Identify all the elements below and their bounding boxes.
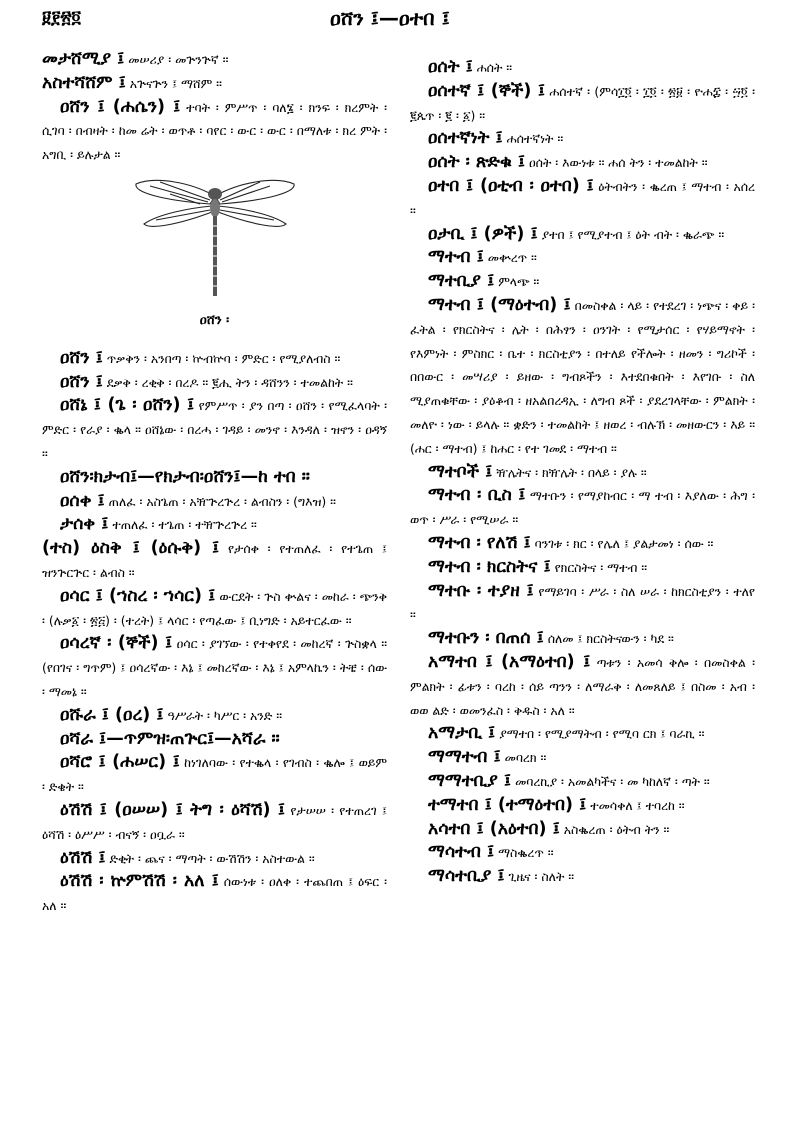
dictionary-entry: ማተብ ፡ ክርስትና ፤ የክርስትና ፡ ማተብ ። — [428, 556, 648, 577]
figure-caption: ዐሸን ፡ — [199, 312, 230, 328]
dictionary-entry: ዐተበ ፤ (ዐቲብ ፡ ዐተበ) ፤ ዕትብትን ፡ ቈረጠ ፤ ማተብ ፡ አሰረ ። — [410, 175, 756, 218]
dictionary-entry: ማተቡን ፡ በጠሰ ፤ ሰለመ ፤ ክርስትናውን ፡ ካደ ። — [428, 628, 674, 649]
dictionary-entry: ማተብ ፡ ቢስ ፤ ማተቡን ፡ የማያከብር ፡ ማ ተብ ፡ እያለው ፡ ሕግ ፡ ወጥ ፡ ሥራ ፡ የሚሠራ ። — [410, 485, 755, 528]
dictionary-entry: ዐሹራ ፤ (ዐረ) ፤ ዓሥራት ፡ ካሥር ፡ አንድ ። — [60, 704, 283, 725]
dictionary-entry: ተማተበ ፤ (ተማዕተበ) ፤ ተመሳቀለ ፤ ተባረከ ። — [428, 794, 685, 815]
dictionary-entry: ዐሻሮ ፤ (ሐሠር) ፤ ከነገለባው ፡ የተቈላ ፡ የገብስ ፡ ቈሎ ፤ ወይም ፡ ድቄት ። — [42, 752, 387, 795]
dictionary-entry: አሳተበ ፤ (አዕተበ) ፤ አስቈረጠ ፡ ዕትብ ትን ። — [428, 818, 670, 839]
dictionary-entry: ዐሸን ፤ ጥቃቅን ፡ አንበጣ ፡ ኵብኵባ ፡ ምድር ፡ የሚያለብስ ። — [60, 347, 341, 368]
dictionary-entry: አማተበ ፤ (አማዕተበ) ፤ ጣቱን ፡ አመሳ ቅሎ ፡ በመስቀል ፡ ምልክት ፡ ፊቱን ፡ ባረከ ፡ ሰይ ጣንን ፡ ለማራቅ ፡ ለመጸለይ ፤ በስመ ፡ አብ ፡ ወወ ልድ ፡ ወመንፈስ ፡ ቅዱስ ፡ አለ ። — [410, 651, 755, 718]
dictionary-entry: ዐሸን፡ክታብ፤—የክታብ፡ዐሸን፤—ከ ተበ ። — [60, 466, 310, 487]
dictionary-entry: (ተስ) ዕስቅ ፤ (ዕሱቅ) ፤ የታሰቀ ፡ የተጠለፈ ፡ የተጌጠ ፤ ዝንጕርጕር ፡ ልብስ ። — [42, 538, 387, 580]
dictionary-entry: ዕሽሽ ፡ ኵምሽሽ ፡ አለ ፤ ሰውነቱ ፡ ዐለቀ ፡ ተጨበጠ ፤ ዕፍር ፡ አለ ። — [42, 871, 387, 914]
dictionary-entry: ማተቢያ ፤ ምላጭ ። — [428, 271, 540, 292]
left-column — [42, 48, 387, 918]
dictionary-entry: ማማተብ ፤ መባረክ ። — [428, 747, 547, 768]
dragonfly-figure — [42, 173, 387, 303]
page-number: ፱፻፳፬ — [42, 8, 81, 28]
dictionary-entry: ዐሰት ፡ ጽድቁ ፤ ዐሰት ፡ እውነቱ ። ሐሰ ትን ፡ ተመልከት ። — [428, 152, 708, 173]
dictionary-entry: ዐሳረኛ ፡ (ኞች) ፤ ዐሳር ፡ ያገኘው ፡ የተቀየደ ፡ መከረኛ ፡ ጕስቋላ ። (የበገና ፡ ግጥም) ፤ ዐሳረኛው ፡ እኔ ፤ መከረኛው ፡ እኔ ፤ አምላኬን ፡ ትቼ ፡ ሰው ፡ ማመኔ ። — [42, 633, 387, 699]
dictionary-entry: ማማተቢያ ፤ መባረኪያ ፡ አመልካችና ፡ መ ካከለኛ ፡ ጣት ። — [428, 770, 710, 791]
dictionary-entry: ማተቡ ፡ ተያዘ ፤ የማይገባ ፡ ሥራ ፡ ስለ ሠራ ፡ ከክርስቲያን ፡ ተለየ ። — [410, 580, 755, 623]
dictionary-entry: ዐሸኔ ፤ (ጌ ፡ ዐሸን) ፤ የምሥጥ ፡ ያን በጣ ፡ ዐሸን ፡ የሚፈላባት ፡ ምድር ፡ የራያ ፡ ቈላ ። ዐሸኔው ፡ በረሓ ፡ ገዳይ ፡ መንኖ ፡ እንዳለ ፡ ዝኖን ፡ ዐዳኝ ። — [42, 395, 388, 461]
dictionary-entry: ታሰቀ ፤ ተጠለፈ ፡ ተጌጠ ፡ ተዥጕረጕረ ። — [60, 514, 257, 535]
dictionary-entry: ማተብ ፡ የለሽ ፤ ባንገቱ ፡ ክር ፡ የሌለ ፤ ያልታመነ ፡ ሰው ። — [428, 532, 714, 553]
dictionary-entry: ዐሻራ ፤—ጥምዝ፡ጠጕር፤—አሻራ ። — [60, 728, 280, 749]
dictionary-entry: ዐሳር ፤ (ኀስረ ፡ ኀሳር) ፤ ውርደት ፡ ጕስ ቍልና ፡ መከራ ፡ ጭንቅ ፡ (ሉቃ፩ ፡ ፳፭) ፡ (ተረት) ፤ ላሳር ፡ የጣፈው ፤ ቢነግድ ፡ አይተርፈው ። — [42, 585, 387, 628]
right-column — [410, 56, 755, 889]
dictionary-entry: ዐሰቀ ፤ ጠለፈ ፡ አስጌጠ ፡ አዥጕረጕረ ፡ ልብስን ፡ (ግእዝ) ። — [60, 490, 336, 511]
dictionary-entry: ዐሰተኛነት ፤ ሐሰተኛነት ። — [428, 128, 564, 149]
dictionary-entry: መታሸሚያ ፤ መሠሪያ ፡ መጕንጕኛ ። — [42, 49, 229, 69]
dictionary-entry: አስተሻሸም ፤ አጕናጕን ፤ ማሸም ። — [42, 72, 222, 93]
dictionary-entry: ማተብ ፤ መቍረጥ ። — [428, 247, 537, 268]
running-head: ዐሸን ፤—ዐተበ ፤ — [330, 6, 450, 30]
dictionary-entry: ዐሸን ፤ (ሐሴን) ፤ ተባት ፡ ምሥጥ ፡ ባለ፮ ፡ ክንፍ ፡ ክረምት ፡ ሲገባ ፡ በብዛት ፡ ከመ ሬት ፡ ወጥቶ ፡ ባየር ፡ ውር ፡ ውር ፡ በማለቱ ፡ ክረ ምት ፡ አግቢ ፡ ይሉታል ። — [42, 96, 388, 163]
dictionary-entry: ዐታቢ ፤ (ዎች) ፤ ያተበ ፤ የሚያተብ ፤ ዕት ብት ፡ ቈራጭ ። — [428, 223, 725, 244]
dragonfly-icon — [130, 174, 300, 302]
dictionary-entry: አማታቢ ፤ ያማተበ ፡ የሚያማትብ ፡ የሚባ ርክ ፤ ባራኪ ። — [428, 723, 705, 744]
dictionary-entry: ዐሰተኛ ፤ (ኞች) ፤ ሐሰተኛ ፡ (ምሳ፲፬ ፡ ፲፬ ፡ ፳፱ ፡ ዮሐ፰ ፡ ፵፬ ፡ ፪ጴጥ ፡ ፪ ፡ ፩) ። — [410, 80, 756, 123]
dictionary-entry: ዕሽሽ ፤ (ዐሠሠ) ፤ ትግ ፡ ዕሻሽ) ፤ የታሠሠ ፡ የተጠረገ ፤ ዕሻሽ ፡ ዕሥሥ ፡ ብናኝ ፡ ዐቧራ ። — [42, 799, 387, 842]
dictionary-entry: ማሳተቢያ ፤ ጊዜና ፡ ስለት ። — [428, 866, 575, 887]
dictionary-entry: ማተቦች ፤ ዥሌትና ፡ ክዥሌት ፡ በላይ ፡ ያሉ ። — [428, 461, 647, 482]
dictionary-entry: ማተብ ፤ (ማዕተብ) ፤ በመስቀል ፡ ላይ ፡ የተደረገ ፡ ነጭና ፡ ቀይ ፡ ፈትል ፡ የክርስትና ፡ ሌት ፡ በሕፃን ፡ ዐንገት ፡ የሚታሰር ፡ የሃይማኖት ፡ የእምነት ፡ ምስክር ፡ ቤተ ፡ ክርስቲያን ፡ በተለይ የችሎት ፡ ዘመን ፡ ግሪኮች ፡ በበውር ፡ መሣሪያ ፡ ይዘው ፡ ግብጾችን ፡ እተደበቁበት ፡ እየገቡ ፡ ስለ ሚያጠቁቸው ፡ ያዕቆብ ፡ ዘአልበረዳኢ ፡ ለግብ ጾች ፡ ያደረገላቸው ፡ ምልክት ፡ መለዮ ፡ ነው ፡ ይላሉ ። ቋድን ፡ ተመልከት ፤ ዘወረ ፡ ብሉኽ ፡ መዘውርን ፡ እይ ። (ሐር ፡ ማተብ) ፤ ከሐር ፡ የተ ገመደ ፡ ማተብ ። — [410, 294, 756, 456]
dictionary-entry: ማሳተብ ፤ ማስቈረጥ ። — [428, 842, 554, 863]
dictionary-entry: ዐሸን ፤ ደቃቅ ፡ ረቂቅ ፡ በረዶ ። ፪ሒ ትን ፡ ዳሸንን ፡ ተመልከት ። — [60, 371, 353, 392]
page-header — [0, 4, 793, 34]
dictionary-entry: ዐሰት ፤ ሐሰት ። — [428, 57, 513, 77]
dictionary-entry: ዕሽሽ ፤ ድቂት ፡ ጨና ፡ ማጣት ፡ ውሽሽን ፡ አስተውል ። — [60, 847, 315, 868]
